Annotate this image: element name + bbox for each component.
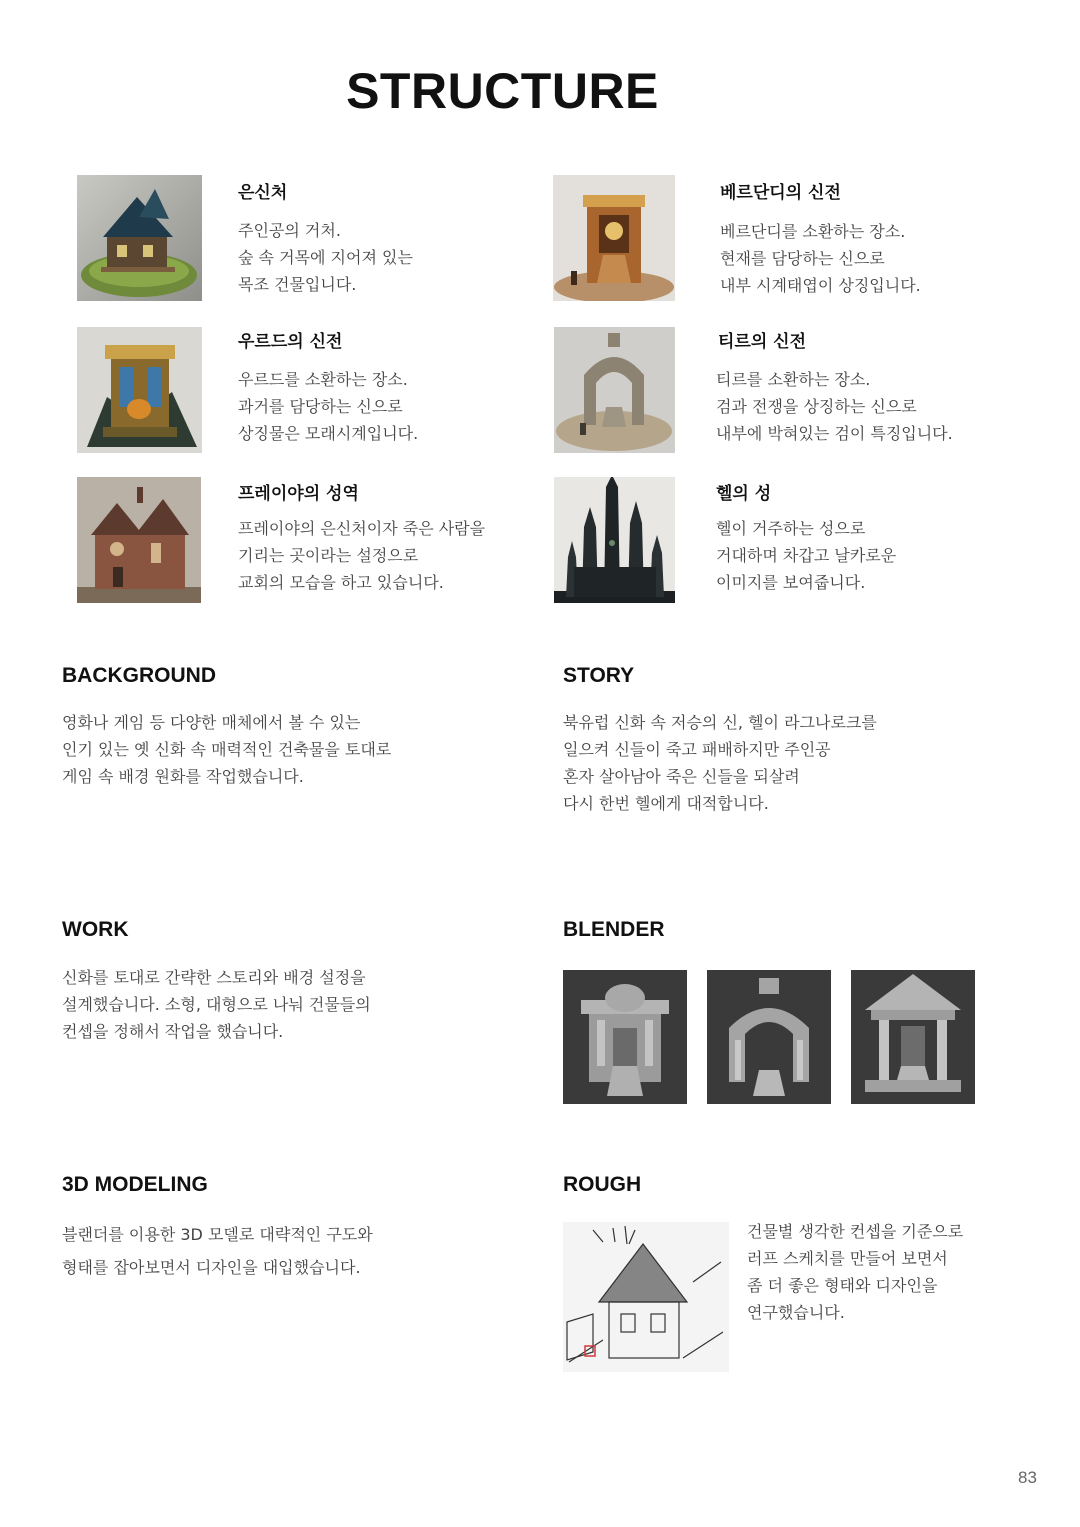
work-body: 신화를 토대로 간략한 스토리와 배경 설정을 설계했습니다. 소형, 대형으로 나눠 건물들의 컨셉을 정해서 작업을 했습니다. bbox=[62, 968, 371, 1041]
blender-render-image bbox=[563, 970, 687, 1104]
structure-description: 티르를 소환하는 장소. 검과 전쟁을 상징하는 신으로 내부에 박혀있는 검이 특징입니다. bbox=[716, 370, 953, 443]
background-body: 영화나 게임 등 다양한 매체에서 볼 수 있는 인기 있는 옛 신화 속 매력적인 건축물을 토대로 게임 속 배경 원화를 작업했습니다. bbox=[62, 713, 392, 786]
rough-heading: ROUGH bbox=[563, 1173, 642, 1196]
tyr-temple-image bbox=[554, 327, 675, 453]
structure-title: 티르의 신전 bbox=[718, 332, 807, 352]
verdandi-temple-image bbox=[553, 175, 675, 301]
structure-description: 헬이 거주하는 성으로 거대하며 차갑고 날카로운 이미지를 보여줍니다. bbox=[716, 519, 897, 592]
blender-render-image bbox=[707, 970, 831, 1104]
structure-description: 주인공의 거처. 숲 속 거목에 지어져 있는 목조 건물입니다. bbox=[238, 221, 413, 294]
structure-title: 우르드의 신전 bbox=[238, 332, 343, 352]
structure-title: 헬의 성 bbox=[716, 484, 772, 504]
blender-heading: BLENDER bbox=[563, 918, 665, 941]
hideout-image bbox=[77, 175, 202, 301]
structure-description: 우르드를 소환하는 장소. 과거를 담당하는 신으로 상징물은 모래시계입니다. bbox=[238, 370, 419, 443]
rough-sketch-image bbox=[563, 1222, 729, 1372]
page-number: 83 bbox=[1018, 1468, 1037, 1487]
modeling-body: 블랜더를 이용한 3D 모델로 대략적인 구도와 형태를 잡아보면서 디자인을 대입했습니다. bbox=[62, 1225, 373, 1277]
rough-body: 건물별 생각한 컨셉을 기준으로 러프 스케치를 만들어 보면서 좀 더 좋은 형태와 디자인을 연구했습니다. bbox=[747, 1222, 964, 1322]
story-heading: STORY bbox=[563, 664, 635, 687]
modeling-heading: 3D MODELING bbox=[62, 1173, 208, 1196]
structure-title: 베르단디의 신전 bbox=[720, 183, 841, 203]
structure-title: 프레이야의 성역 bbox=[238, 484, 359, 504]
story-body: 북유럽 신화 속 저승의 신, 헬이 라그나로크를 일으켜 신들이 죽고 패배하지만 주인공 혼자 살아남아 죽은 신들을 되살려 다시 한번 헬에게 대적합니다. bbox=[563, 713, 877, 813]
freyja-sanctuary-image bbox=[77, 477, 201, 603]
background-heading: BACKGROUND bbox=[62, 664, 216, 687]
work-heading: WORK bbox=[62, 918, 129, 941]
page-title: STRUCTURE bbox=[346, 63, 659, 119]
hel-castle-image bbox=[554, 477, 675, 603]
structure-title: 은신처 bbox=[238, 183, 288, 203]
structure-description: 베르단디를 소환하는 장소. 현재를 담당하는 신으로 내부 시계태엽이 상징입니다. bbox=[720, 222, 921, 295]
blender-render-image bbox=[851, 970, 975, 1104]
structure-description: 프레이야의 은신처이자 죽은 사람을 기리는 곳이라는 설정으로 교회의 모습을 하고 있습니다. bbox=[238, 519, 486, 592]
urd-temple-image bbox=[77, 327, 202, 453]
